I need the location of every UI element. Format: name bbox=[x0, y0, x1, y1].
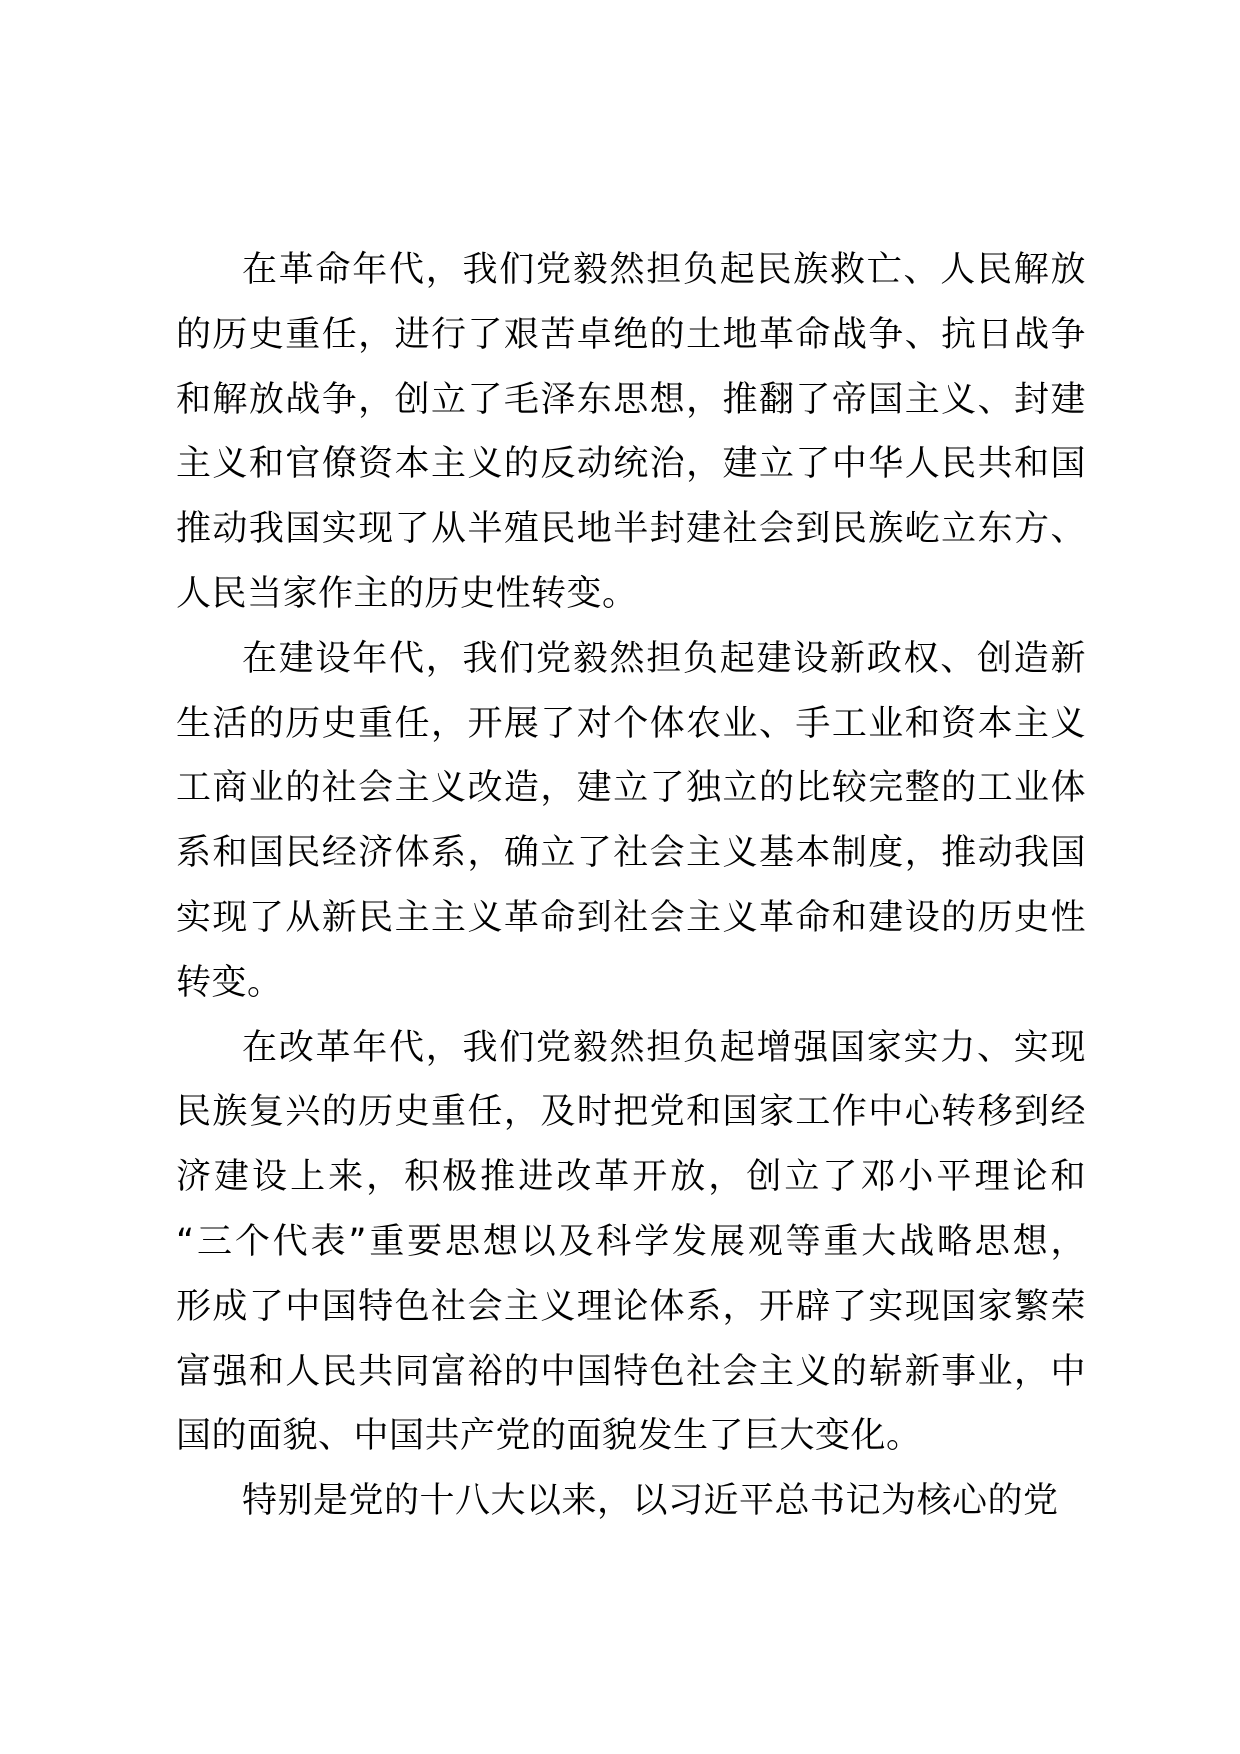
paragraph-line: 推动我国实现了从半殖民地半封建社会到民族屹立东方、 bbox=[176, 509, 1086, 550]
paragraph-line: 国的面貌、中国共产党的面貌发生了巨大变化。 bbox=[176, 1416, 922, 1457]
paragraph-line: 转变。 bbox=[176, 962, 283, 1003]
paragraph-construction-era bbox=[176, 627, 1086, 1016]
paragraph-since-18th-congress bbox=[176, 1469, 1086, 1534]
paragraph-line: “三个代表”重要思想以及科学发展观等重大战略思想， bbox=[176, 1221, 1086, 1262]
paragraph-line: 特别是党的十八大以来，以习近平总书记为核心的党 bbox=[242, 1481, 1059, 1522]
document-body bbox=[176, 238, 1086, 1534]
paragraph-line: 在建设年代，我们党毅然担负起建设新政权、创造新 bbox=[242, 638, 1086, 679]
paragraph-line: 实现了从新民主主义革命到社会主义革命和建设的历史性 bbox=[176, 897, 1086, 938]
paragraph-line: 工商业的社会主义改造，建立了独立的比较完整的工业体 bbox=[176, 768, 1086, 809]
paragraph-line: 在革命年代，我们党毅然担负起民族救亡、人民解放 bbox=[242, 250, 1086, 290]
paragraph-line: 在改革年代，我们党毅然担负起增强国家实力、实现 bbox=[242, 1027, 1086, 1068]
paragraph-revolution-era bbox=[176, 238, 1086, 627]
paragraph-line: 济建设上来，积极推进改革开放，创立了邓小平理论和 bbox=[176, 1157, 1086, 1198]
paragraph-line: 系和国民经济体系，确立了社会主义基本制度，推动我国 bbox=[176, 833, 1086, 874]
paragraph-line: 和解放战争，创立了毛泽东思想，推翻了帝国主义、封建 bbox=[176, 379, 1086, 420]
paragraph-reform-era bbox=[176, 1016, 1086, 1470]
paragraph-line: 的历史重任，进行了艰苦卓绝的土地革命战争、抗日战争 bbox=[176, 314, 1086, 355]
paragraph-line: 形成了中国特色社会主义理论体系，开辟了实现国家繁荣 bbox=[176, 1286, 1086, 1327]
paragraph-line: 主义和官僚资本主义的反动统治，建立了中华人民共和国 bbox=[176, 444, 1086, 485]
paragraph-line: 人民当家作主的历史性转变。 bbox=[176, 573, 638, 614]
paragraph-line: 民族复兴的历史重任，及时把党和国家工作中心转移到经 bbox=[176, 1092, 1086, 1133]
paragraph-line: 富强和人民共同富裕的中国特色社会主义的崭新事业，中 bbox=[176, 1351, 1086, 1392]
paragraph-line: 生活的历史重任，开展了对个体农业、手工业和资本主义 bbox=[176, 703, 1086, 744]
